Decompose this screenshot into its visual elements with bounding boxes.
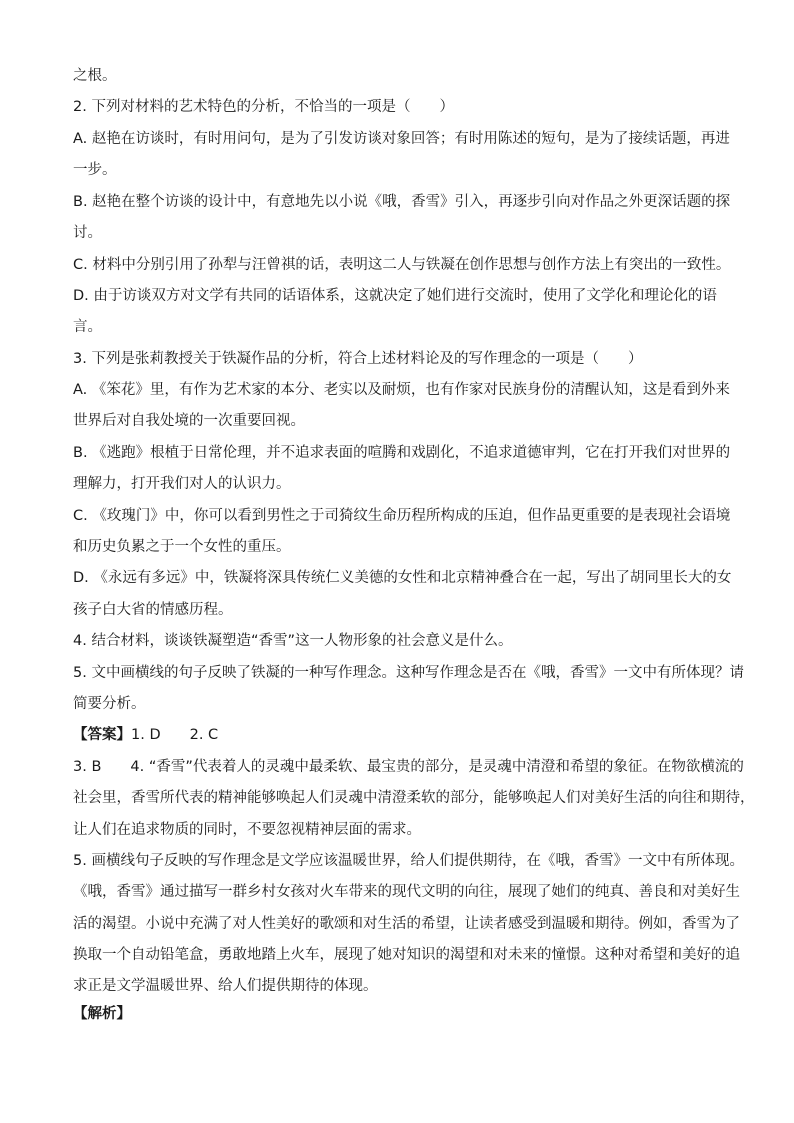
answer-line: 活的渴望。小说中充满了对人性美好的歌颂和对生活的希望，让读者感受到温暖和期待。例如，香雪为了 [73, 916, 740, 932]
text-line: 一步。 [73, 162, 117, 178]
question-2-option-a: A. 赵艳在访谈时，有时用问句，是为了引发访谈对象回答；有时用陈述的短句，是为了接续话题，再进 [73, 131, 730, 147]
answer-line: 社会里，香雪所代表的精神能够唤起人们灵魂中清澄柔软的部分，能够唤起人们对美好生活的向往和期待， [73, 790, 755, 806]
question-3-option-b: B. 《逃跑》根植于日常伦理，并不追求表面的喧腾和戏剧化，不追求道德审判，它在打开我们对世界的 [73, 445, 731, 461]
answer-first-line: 1. D 2. C [131, 727, 219, 743]
question-2-option-c: C. 材料中分别引用了孙犁与汪曾祺的话，表明这二人与铁凝在创作思想与创作方法上有突出的一致性。 [73, 257, 731, 273]
question-3-option-d: D. 《永远有多远》中，铁凝将深具传统仁义美德的女性和北京精神叠合在一起，写出了胡同里长大的女 [73, 570, 732, 586]
analysis-label: 【解析】 [73, 1006, 131, 1022]
answer-line: 5. 画横线句子反映的写作理念是文学应该温暖世界，给人们提供期待，在《哦，香雪》一文中有所体现。 [73, 853, 744, 869]
question-3-stem: 3. 下列是张莉教授关于铁凝作品的分析，符合上述材料论及的写作理念的一项是（ ） [73, 351, 643, 367]
question-3-option-a: A. 《笨花》里，有作为艺术家的本分、老实以及耐烦，也有作家对民族身份的清醒认知，这是看到外来 [73, 382, 730, 398]
question-2-option-b: B. 赵艳在整个访谈的设计中，有意地先以小说《哦，香雪》引入，再逐步引向对作品之外更深话题的探 [73, 194, 731, 210]
answer-line: 换取一个自动铅笔盒，勇敢地踏上火车，展现了她对知识的渴望和对未来的憧憬。这种对希望和美好的追 [73, 947, 740, 963]
question-3-option-c: C. 《玫瑰门》中，你可以看到男性之于司猗纹生命历程所构成的压迫，但作品更重要的是表现社会语境 [73, 508, 731, 524]
answer-line: 3. B 4. “香雪”代表着人的灵魂中最柔软、最宝贵的部分，是灵魂中清澄和希望的象征。在物欲横流的 [73, 759, 744, 775]
question-2-stem: 2. 下列对材料的艺术特色的分析，不恰当的一项是（ ） [73, 99, 454, 115]
answer-heading [73, 725, 723, 745]
answer-line: 求正是文学温暖世界、给人们提供期待的体现。 [73, 978, 378, 994]
question-2-option-d: D. 由于访谈双方对文学有共同的话语体系，这就决定了她们进行交流时，使用了文学化和理论化的语 [73, 288, 717, 304]
text-line: 之根。 [73, 68, 117, 84]
text-line: 和历史负累之于一个女性的重压。 [73, 539, 291, 555]
answer-label: 【答案】 [73, 727, 131, 743]
text-line: 讨。 [73, 225, 102, 241]
question-4-stem: 4. 结合材料，谈谈铁凝塑造“香雪”这一人物形象的社会意义是什么。 [73, 633, 513, 649]
text-line: 简要分析。 [73, 696, 146, 712]
question-5-stem: 5. 文中画横线的句子反映了铁凝的一种写作理念。这种写作理念是否在《哦，香雪》一文中有所体现？请 [73, 665, 744, 681]
text-line: 理解力，打开我们对人的认识力。 [73, 476, 291, 492]
answer-line: 《哦，香雪》通过描写一群乡村女孩对火车带来的现代文明的向往，展现了她们的纯真、善良和对美好生 [73, 884, 740, 900]
text-line: 言。 [73, 319, 102, 335]
text-line: 孩子白大省的情感历程。 [73, 602, 233, 618]
text-line: 世界后对自我处境的一次重要回视。 [73, 413, 305, 429]
answer-line: 让人们在追求物质的同时，不要忽视精神层面的需求。 [73, 822, 421, 838]
